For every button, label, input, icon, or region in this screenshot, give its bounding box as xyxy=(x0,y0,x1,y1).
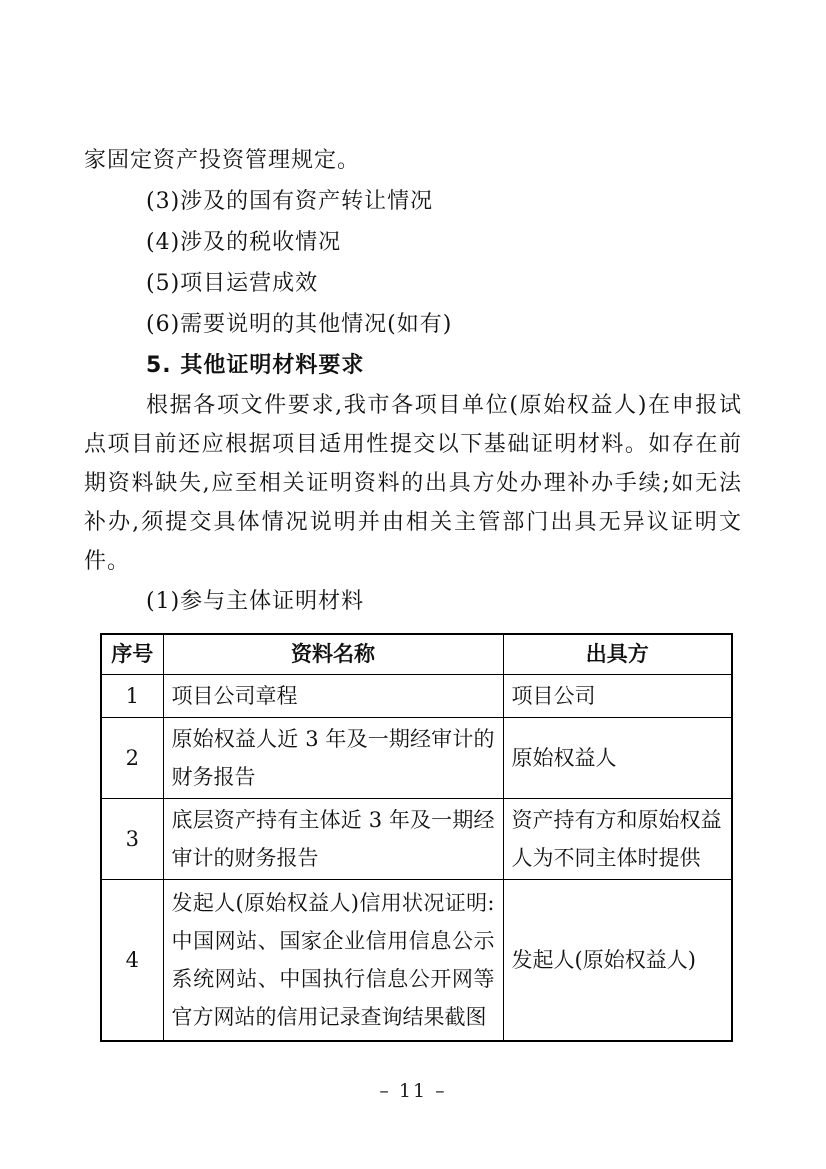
row-1-issuer: 项目公司 xyxy=(503,674,732,717)
table-caption: (1)参与主体证明材料 xyxy=(146,589,365,614)
paragraph-continuation-line: 家固定资产投资管理规定。 xyxy=(84,148,361,173)
header-material-name: 资料名称 xyxy=(163,634,503,674)
table-row xyxy=(101,798,732,879)
table-row xyxy=(101,717,732,798)
row-2-no: 2 xyxy=(101,717,163,798)
header-issuer: 出具方 xyxy=(503,634,732,674)
section-paragraph: 根据各项文件要求,我市各项目单位(原始权益人)在申报试点项目前还应根据项目适用性提交以下基础证明材料。如存在前期资料缺失,应至相关证明资料的出具方处办理补办手续;如无法补办,须提交具体情况说明并由相关主管部门出具无异议证明文件。 xyxy=(84,393,742,574)
table-row xyxy=(101,879,732,1041)
row-3-no: 3 xyxy=(101,798,163,879)
section-heading: 5. 其他证明材料要求 xyxy=(146,353,365,378)
table-row xyxy=(101,674,732,717)
numbered-item-5: (5)项目运营成效 xyxy=(146,271,319,296)
page-number: – 11 – xyxy=(379,1080,447,1102)
row-3-material: 底层资产持有主体近 3 年及一期经审计的财务报告 xyxy=(163,798,503,879)
row-4-no: 4 xyxy=(101,879,163,1041)
row-4-issuer: 发起人(原始权益人) xyxy=(503,879,732,1041)
row-3-issuer: 资产持有方和原始权益人为不同主体时提供 xyxy=(503,798,732,879)
table-header-row xyxy=(101,634,732,674)
numbered-item-3: (3)涉及的国有资产转让情况 xyxy=(146,189,434,214)
row-4-material: 发起人(原始权益人)信用状况证明:中国网站、国家企业信用信息公示系统网站、中国执行信息公开网等官方网站的信用记录查询结果截图 xyxy=(163,879,503,1041)
row-2-material: 原始权益人近 3 年及一期经审计的财务报告 xyxy=(163,717,503,798)
row-1-material: 项目公司章程 xyxy=(163,674,503,717)
row-2-issuer: 原始权益人 xyxy=(503,717,732,798)
header-seq-no: 序号 xyxy=(101,634,163,674)
numbered-item-4: (4)涉及的税收情况 xyxy=(146,230,342,255)
numbered-item-6: (6)需要说明的其他情况(如有) xyxy=(146,312,453,337)
row-1-no: 1 xyxy=(101,674,163,717)
materials-table xyxy=(100,633,733,1042)
